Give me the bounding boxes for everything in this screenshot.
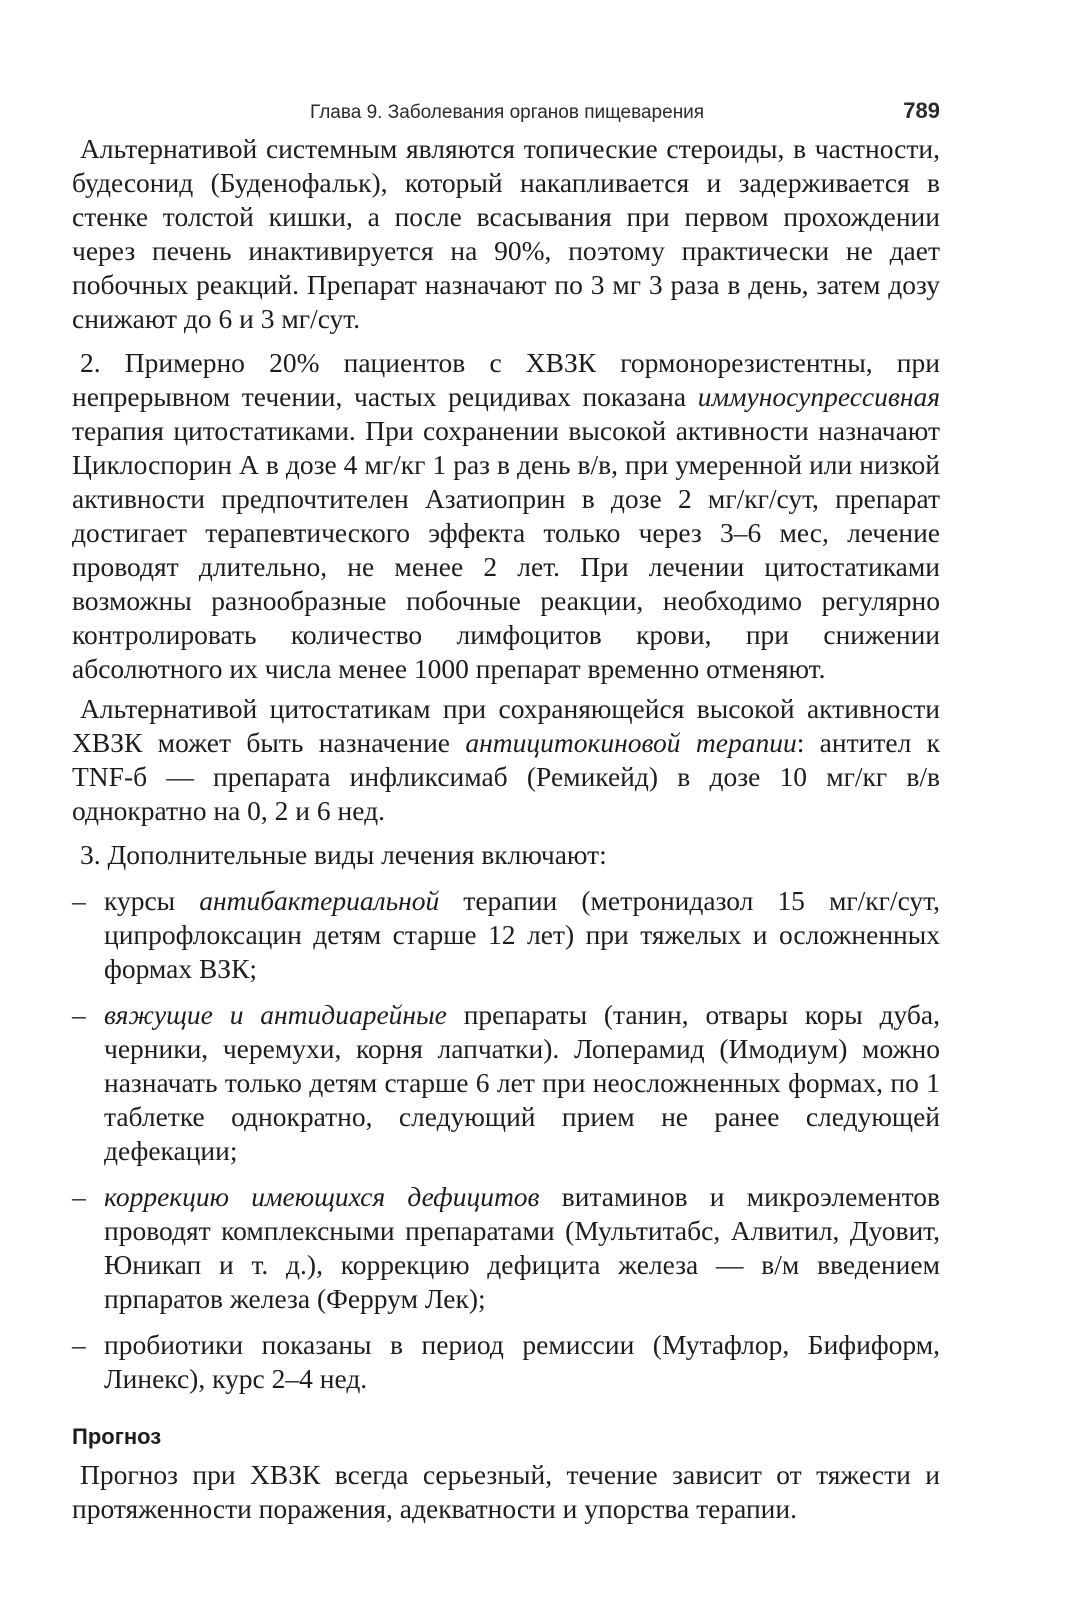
list-item-text: пробиотики показаны в период ремиссии (Мутафлор, Бифиформ, Линекс), курс 2–4 нед. (104, 1329, 940, 1394)
paragraph-text: терапия цитостатиками. При сохранении высокой активности назначают Циклоспорин А в дозе 4 мг/кг 1 раз в день в/в, при умеренной или низкой активности предпочтителен Азатиоприн в дозе 2 мг/кг/сут, препарат достигает терапевтического эффекта только через 3–6 мес, лечение проводят длительно, не менее 2 лет. При лечении цитостатиками возможны разнообразные побочные реакции, необходимо регулярно контролировать количество лимфоцитов крови, при снижении абсолютного их числа менее 1000 препарат временно отменяют. (72, 415, 940, 684)
emphasis-term: вяжущие и антидиарейные (104, 999, 447, 1030)
paragraph-topical-steroids: Альтернативой системным являются топические стероиды, в частности, будесонид (Буденофальк), который накапливается и задерживается в стенке толстой кишки, а после всасывания при первом прохождении через печень инактивируется на 90%, поэтому практически не дает побочных реакций. Препарат назначают по 3 мг 3 раза в день, затем дозу снижают до 6 и 3 мг/сут. (72, 133, 940, 334)
paragraph-additional-treatments: 3. Дополнительные виды лечения включают: (80, 839, 607, 870)
list-item (72, 998, 940, 1168)
list-dash: – (72, 1181, 86, 1212)
chapter-title: Глава 9. Заболевания органов пищеварения (310, 102, 705, 123)
paragraph-anticytokine-therapy (72, 692, 940, 828)
emphasis-term: иммуносупрессивная (697, 381, 940, 412)
list-item-text: витаминов и микроэлементов проводят комплексными препаратами (Мультитабс, Алвитил, Дуовит, Юникап и т. д.), коррекцию дефицита железа — в/м введением прпаратов железа (Феррум Лек); (104, 1181, 940, 1314)
emphasis-term: коррекцию имеющихся дефицитов (104, 1181, 540, 1212)
list-item (72, 884, 940, 986)
paragraph-text: 2. Примерно 20% пациентов с ХВЗК гормонорезистентны, при непрерывном течении, частых рецидивах показана (72, 347, 940, 412)
paragraph-text: : антител к TNF-б — препарата инфликсимаб (Ремикейд) в дозе 10 мг/кг в/в однократно на 0, 2 и 6 нед. (72, 727, 940, 826)
paragraph-text: Альтернативой цитостатикам при сохраняющейся высокой активности ХВЗК может быть назначение (72, 693, 940, 758)
paragraph-immunosuppressive-therapy (72, 346, 940, 686)
list-dash: – (72, 999, 86, 1030)
page-number: 789 (903, 98, 940, 123)
emphasis-term: антицитокиновой терапии (465, 727, 797, 758)
list-item-text: курсы (104, 885, 200, 916)
running-head (72, 96, 940, 132)
treatment-list (72, 884, 940, 1396)
list-item-text: терапии (метронидазол 15 мг/кг/сут, ципрофлоксацин детям старше 12 лет) при тяжелых и осложненных формах ВЗК; (104, 885, 940, 984)
section-heading-prognosis: Прогноз (72, 1424, 162, 1449)
emphasis-term: антибактериальной (199, 885, 440, 916)
list-item (72, 1180, 940, 1316)
list-dash: – (72, 885, 86, 916)
list-dash: – (72, 1329, 86, 1360)
list-item (72, 1328, 940, 1396)
book-page (72, 96, 940, 1526)
list-item-text: препараты (танин, отвары коры дуба, черники, черемухи, корня лапчатки). Лоперамид (Имодиум) можно назначать только детям старше 6 лет при неосложненных формах, по 1 таблетке однократно, следующий прием не ранее следующей дефекации; (104, 999, 940, 1166)
paragraph-prognosis: Прогноз при ХВЗК всегда серьезный, течение зависит от тяжести и протяженности поражения, адекватности и упорства терапии. (72, 1459, 940, 1524)
